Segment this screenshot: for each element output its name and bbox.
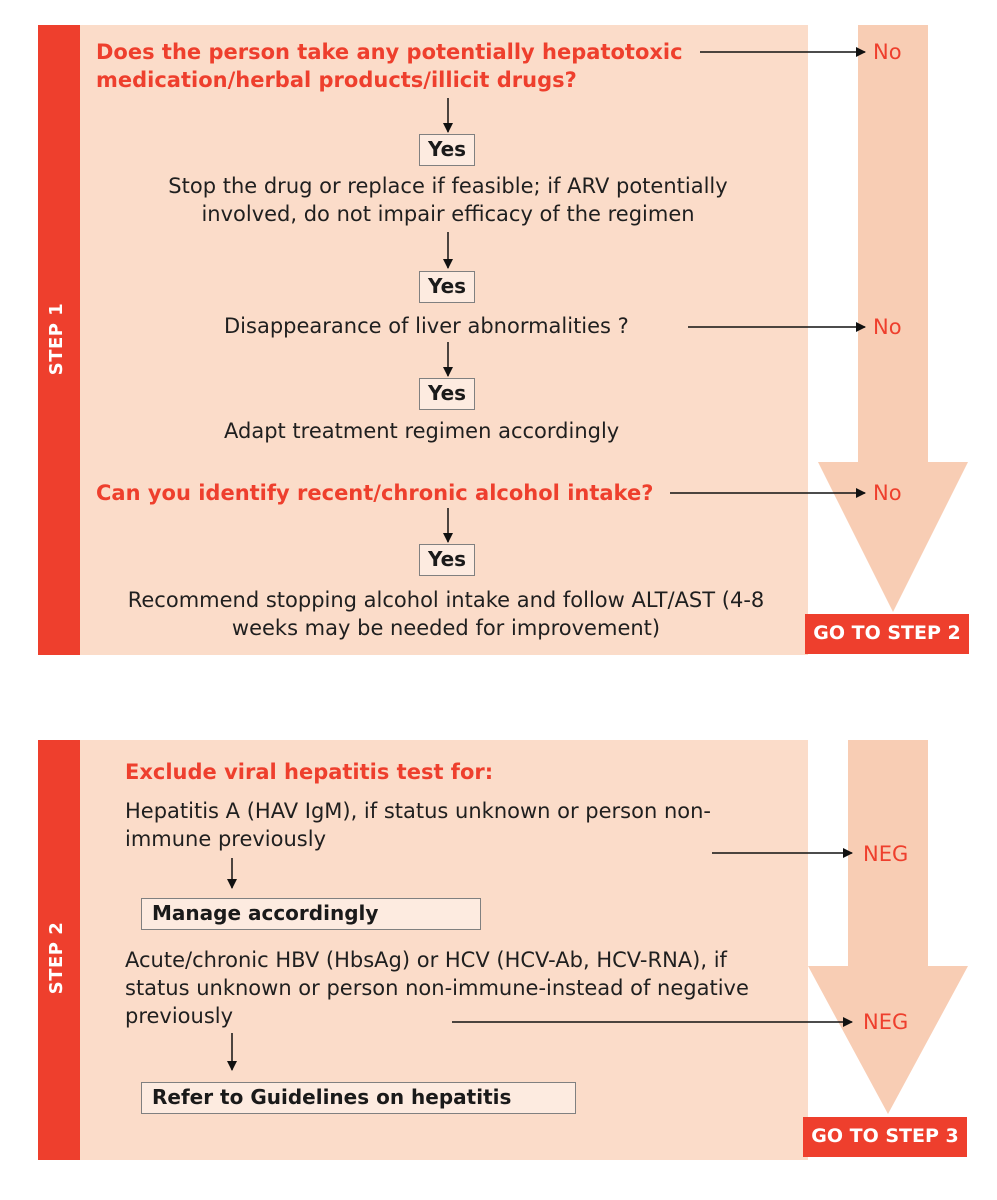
go-to-step-2[interactable]: GO TO STEP 2 (805, 614, 969, 654)
q1-no-label: No (873, 40, 902, 64)
q3-no-label: No (873, 481, 902, 505)
q3-alcohol-question: Can you identify recent/chronic alcohol intake? (96, 481, 654, 505)
item2-hbv-hcv: Acute/chronic HBV (HbsAg) or HCV (HCV-Ab, HCV-RNA), if status unknown or person non-immune-instead of negative previously (125, 948, 749, 1028)
q1-hepatotoxic-question: Does the person take any potentially hepatotoxic medication/herbal products/illicit drugs? (96, 40, 683, 92)
refer-guidelines-box: Refer to Guidelines on hepatitis (141, 1082, 576, 1114)
action2-adapt-regimen: Adapt treatment regimen accordingly (224, 419, 620, 443)
go-to-step-3[interactable]: GO TO STEP 3 (803, 1117, 967, 1157)
step2-heading: Exclude viral hepatitis test for: (125, 760, 494, 784)
item1-neg-label: NEG (863, 842, 909, 866)
step2-label: STEP 2 (46, 921, 67, 995)
item1-hepatitis-a: Hepatitis A (HAV IgM), if status unknown or person non-immune previously (125, 799, 712, 851)
yes-box-4: Yes (419, 544, 475, 576)
action1-stop-drug: Stop the drug or replace if feasible; if ARV potentially involved, do not impair efficacy of the regimen (168, 174, 728, 226)
q2-no-label: No (873, 315, 902, 339)
yes-box-2: Yes (419, 271, 475, 303)
step1-label: STEP 1 (46, 302, 67, 376)
yes-box-1: Yes (419, 134, 475, 166)
item2-neg-label: NEG (863, 1010, 909, 1034)
yes-box-3: Yes (419, 378, 475, 410)
manage-accordingly-box: Manage accordingly (141, 898, 481, 930)
q2-liver-abnormalities: Disappearance of liver abnormalities ? (224, 314, 629, 338)
step2-big-down-arrow (808, 740, 968, 1114)
action3-stop-alcohol: Recommend stopping alcohol intake and follow ALT/AST (4-8 weeks may be needed for improvement) (127, 588, 765, 640)
